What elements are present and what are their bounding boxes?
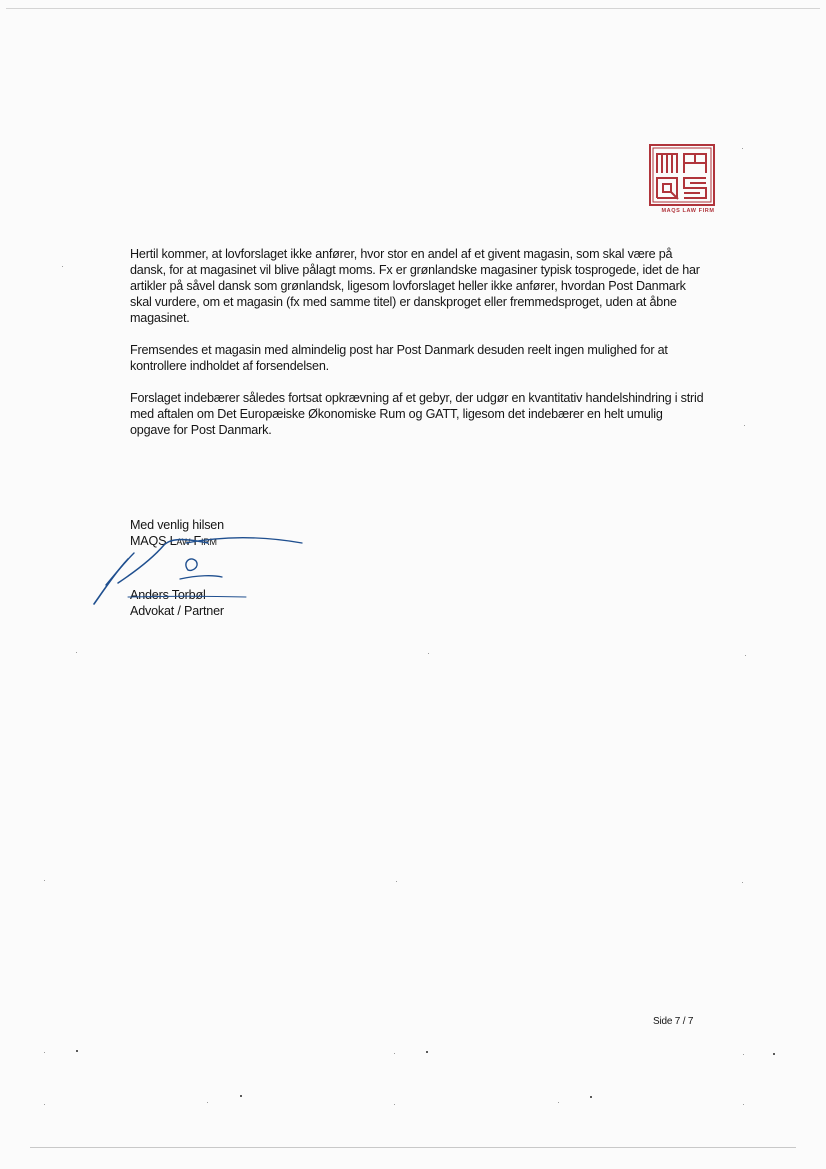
scan-speck	[44, 1052, 45, 1053]
closing-block	[130, 517, 224, 619]
scan-speck	[394, 1053, 395, 1054]
scan-speck	[44, 1104, 45, 1105]
scan-speck	[207, 1102, 208, 1103]
scan-speck	[394, 1104, 395, 1105]
scan-speck	[558, 1102, 559, 1103]
body-paragraph: Fremsendes et magasin med almindelig post har Post Danmark desuden reelt ingen mulighed for at kontrollere indholdet af forsendelsen.	[130, 343, 668, 373]
scan-speck	[426, 1051, 428, 1053]
signer-title: Advokat / Partner	[130, 604, 224, 618]
scan-speck	[742, 882, 743, 883]
scan-speck	[44, 880, 45, 881]
scan-speck	[743, 1054, 744, 1055]
scan-speck	[76, 652, 77, 653]
logo-caption: MAQS LAW FIRM	[661, 208, 715, 214]
scan-speck	[396, 881, 397, 882]
scan-speck	[590, 1096, 592, 1098]
scan-speck	[62, 266, 63, 267]
scan-speck	[773, 1053, 775, 1055]
body-paragraph: Hertil kommer, at lovforslaget ikke anfører, hvor stor en andel af et givent magasin, som skal være på dansk, for at magasinet vil blive pålagt moms. Fx er grønlandske magasiner typisk tosprogede, idet de har artikler på såvel dansk som grønlandsk, ligesom lovforslaget heller ikke anfører, hvordan Post Danmark skal vurdere, om et magasin (fx med samme titel) er danskproget eller fremmedsproget, uden at åbne magasinet.	[130, 247, 700, 325]
scan-speck	[744, 425, 745, 426]
scan-speck	[743, 1104, 744, 1105]
scan-bottom-edge	[30, 1147, 796, 1148]
closing-greeting: Med venlig hilsen	[130, 518, 224, 532]
scan-speck	[76, 1050, 78, 1052]
letter-body	[130, 246, 706, 454]
scan-top-edge	[6, 8, 820, 9]
scan-speck	[240, 1095, 242, 1097]
signer-name: Anders Torbøl	[130, 588, 206, 602]
closing-firm-name: MAQS Law Firm	[130, 534, 217, 548]
scan-speck	[428, 653, 429, 654]
body-paragraph: Forslaget indebærer således fortsat opkrævning af et gebyr, der udgør en kvantitativ handelshindring i strid med aftalen om Det Europæiske Økonomiske Rum og GATT, ligesom det indebærer en helt umulig opgave for Post Danmark.	[130, 391, 704, 437]
scan-speck	[742, 148, 743, 149]
page-number: Side 7 / 7	[653, 1016, 694, 1027]
scan-speck	[745, 655, 746, 656]
